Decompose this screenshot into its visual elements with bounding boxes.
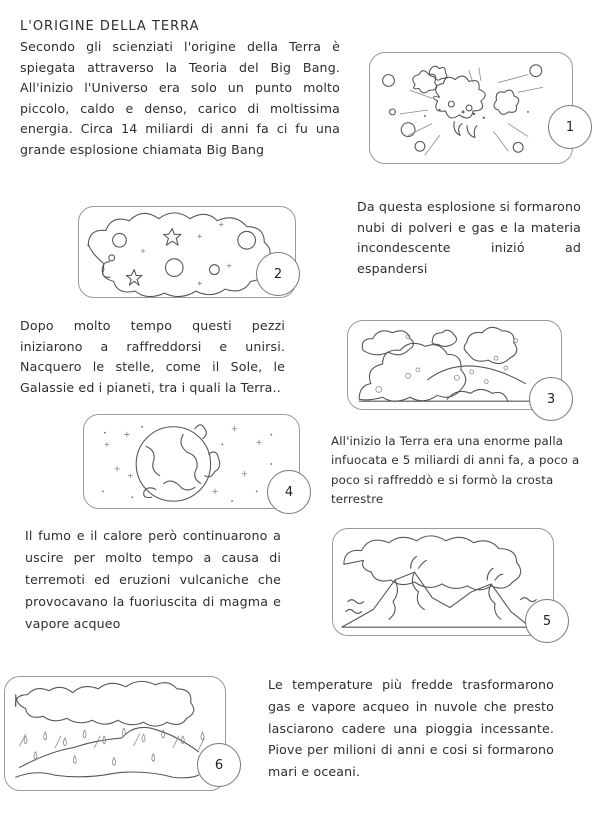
panel-number-badge: 3 — [529, 377, 573, 421]
panel-3-cooling — [347, 320, 562, 410]
panel-2-nebula — [78, 206, 296, 298]
panel-number-badge: 5 — [525, 599, 569, 643]
paragraph-volcanoes: Il fumo e il calore però continuarono a uscire per molto tempo a causa di terremoti ed eruzioni vulcaniche che provocavano la fuoriuscita di magma e vapore acqueo — [25, 528, 281, 631]
panel-number-badge: 2 — [256, 252, 300, 296]
panel-1-big-bang — [369, 52, 573, 164]
paragraph-big-bang: Secondo gli scienziati l'origine della Terra è spiegata attraverso la Teoria del Big Bang. All'inizio l'Universo era solo un punto molto piccolo, caldo e denso, carico di moltissima energia. Circa 14 miliardi di anni fa ci fu una grande esplosione chiamata Big Bang — [20, 39, 340, 157]
panel-6-rain — [4, 676, 226, 791]
volcanoes-illustration — [333, 529, 553, 635]
rain-illustration — [5, 677, 225, 790]
paragraph-earth-cooling: All'inizio la Terra era una enorme palla infuocata e 5 miliardi di anni fa, a poco a poco si raffreddò e si formò la crosta terrestre — [331, 434, 580, 507]
panel-5-volcanoes — [332, 528, 554, 636]
explosion-illustration — [370, 53, 572, 163]
panel-number-badge: 6 — [197, 743, 241, 787]
paragraph-rain-oceans: Le temperature più fredde trasformarono gas e vapore acqueo in nuvole che presto lasciarono cadere una pioggia incessante. Piove per milioni di anni e cosi si formarono mari e oceani. — [268, 677, 554, 780]
panel-4-earth — [83, 414, 300, 509]
paragraph-nebula: Da questa esplosione si formarono nubi di polveri e gas e la materia incondescente inizió ad espandersi — [357, 199, 581, 276]
panel-number-badge: 1 — [548, 105, 592, 149]
page-title: L'ORIGINE DELLA TERRA — [20, 19, 200, 34]
paragraph-stars-planets: Dopo molto tempo questi pezzi iniziarono a raffreddorsi e unirsi. Nacquero le stelle, come il Sole, le Galassie ed i pianeti, tra i quali la Terra.. — [20, 318, 285, 395]
panel-number-badge: 4 — [267, 470, 311, 514]
